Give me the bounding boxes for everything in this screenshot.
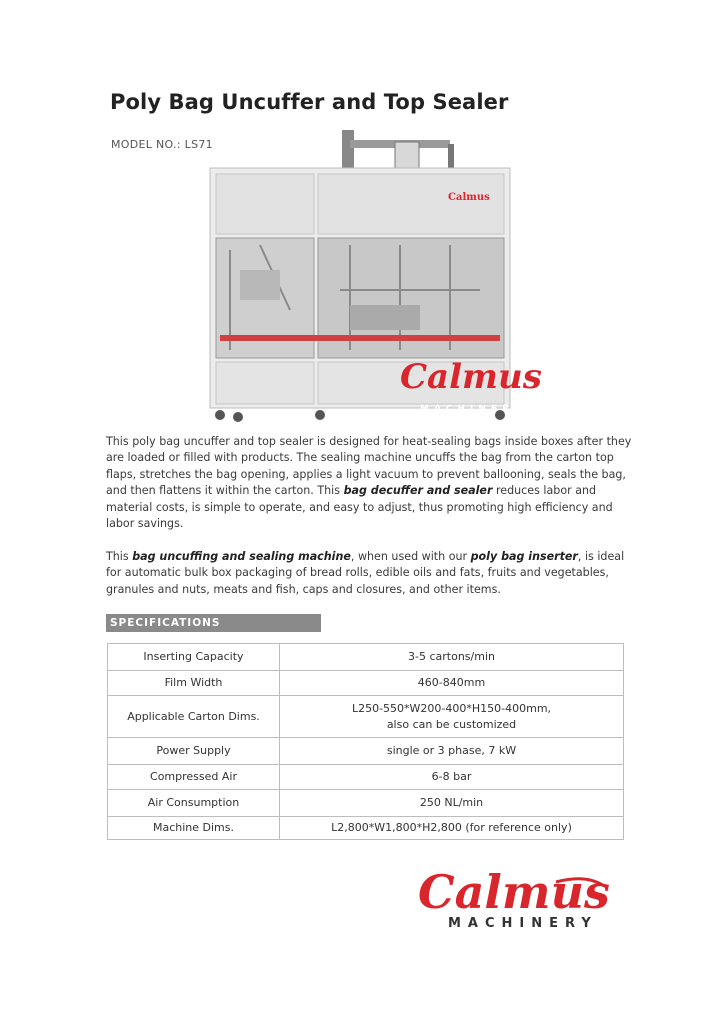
- spec-key: Applicable Carton Dims.: [108, 696, 280, 738]
- spec-value: single or 3 phase, 7 kW: [280, 738, 624, 765]
- spec-value: 6-8 bar: [280, 765, 624, 790]
- spec-value: 250 NL/min: [280, 790, 624, 817]
- model-number: MODEL NO.: LS71: [111, 138, 213, 151]
- description-paragraph-2: This bag uncuffing and sealing machine, when used with our poly bag inserter, is ideal for automatic bulk box packaging of bread rolls, edible oils and fats, fruits and vegetables, granules and nuts, meats and fish, caps and closures, and other items.: [106, 550, 625, 596]
- spec-key: Compressed Air: [108, 765, 280, 790]
- spec-key: Machine Dims.: [108, 817, 280, 840]
- spec-value: 3-5 cartons/min: [280, 644, 624, 671]
- table-row: [108, 671, 624, 696]
- svg-text:Calmus: Calmus: [448, 192, 490, 203]
- spec-key: Power Supply: [108, 738, 280, 765]
- table-row: [108, 696, 624, 738]
- spec-value: L250-550*W200-400*H150-400mm, also can be customized: [280, 696, 624, 738]
- specs-heading: SPECIFICATIONS: [106, 614, 321, 632]
- table-row: [108, 765, 624, 790]
- machine-logo-sub: MACHINERY: [420, 404, 526, 414]
- page-title: Poly Bag Uncuffer and Top Sealer: [110, 90, 509, 114]
- spec-value: 460-840mm: [280, 671, 624, 696]
- emphasis-uncuffing-machine: bag uncuffing and sealing machine: [132, 550, 351, 563]
- specs-table: [107, 643, 624, 840]
- spec-value: L2,800*W1,800*H2,800 (for reference only): [280, 817, 624, 840]
- logo-text: Calmus: [418, 865, 610, 919]
- table-row: [108, 738, 624, 765]
- emphasis-bag-decuffer: bag decuffer and sealer: [343, 484, 493, 498]
- table-row: [108, 817, 624, 840]
- spec-key: Film Width: [108, 671, 280, 696]
- table-row: [108, 790, 624, 817]
- spec-key: Inserting Capacity: [108, 644, 280, 671]
- spec-key: Air Consumption: [108, 790, 280, 817]
- emphasis-poly-bag-inserter: poly bag inserter: [470, 550, 578, 563]
- table-row: [108, 644, 624, 671]
- machine-photo: [200, 130, 542, 430]
- machine-logo-text: Calmus: [400, 357, 542, 397]
- logo-subtitle: MACHINERY: [448, 916, 598, 931]
- description-paragraph-1: This poly bag uncuffer and top sealer is designed for heat-sealing bags inside boxes after they are loaded or filled with products. The sealing machine uncuffs the bag from the carton top flaps, stretches the bag opening, applies a light vacuum to prevent ballooning, seals the bag, and then flattens it within the carton. This bag decuffer and sealer reduces labor and material costs, is simple to operate, and easy to adjust, thus promoting high efficiency and labor savings.: [106, 435, 632, 531]
